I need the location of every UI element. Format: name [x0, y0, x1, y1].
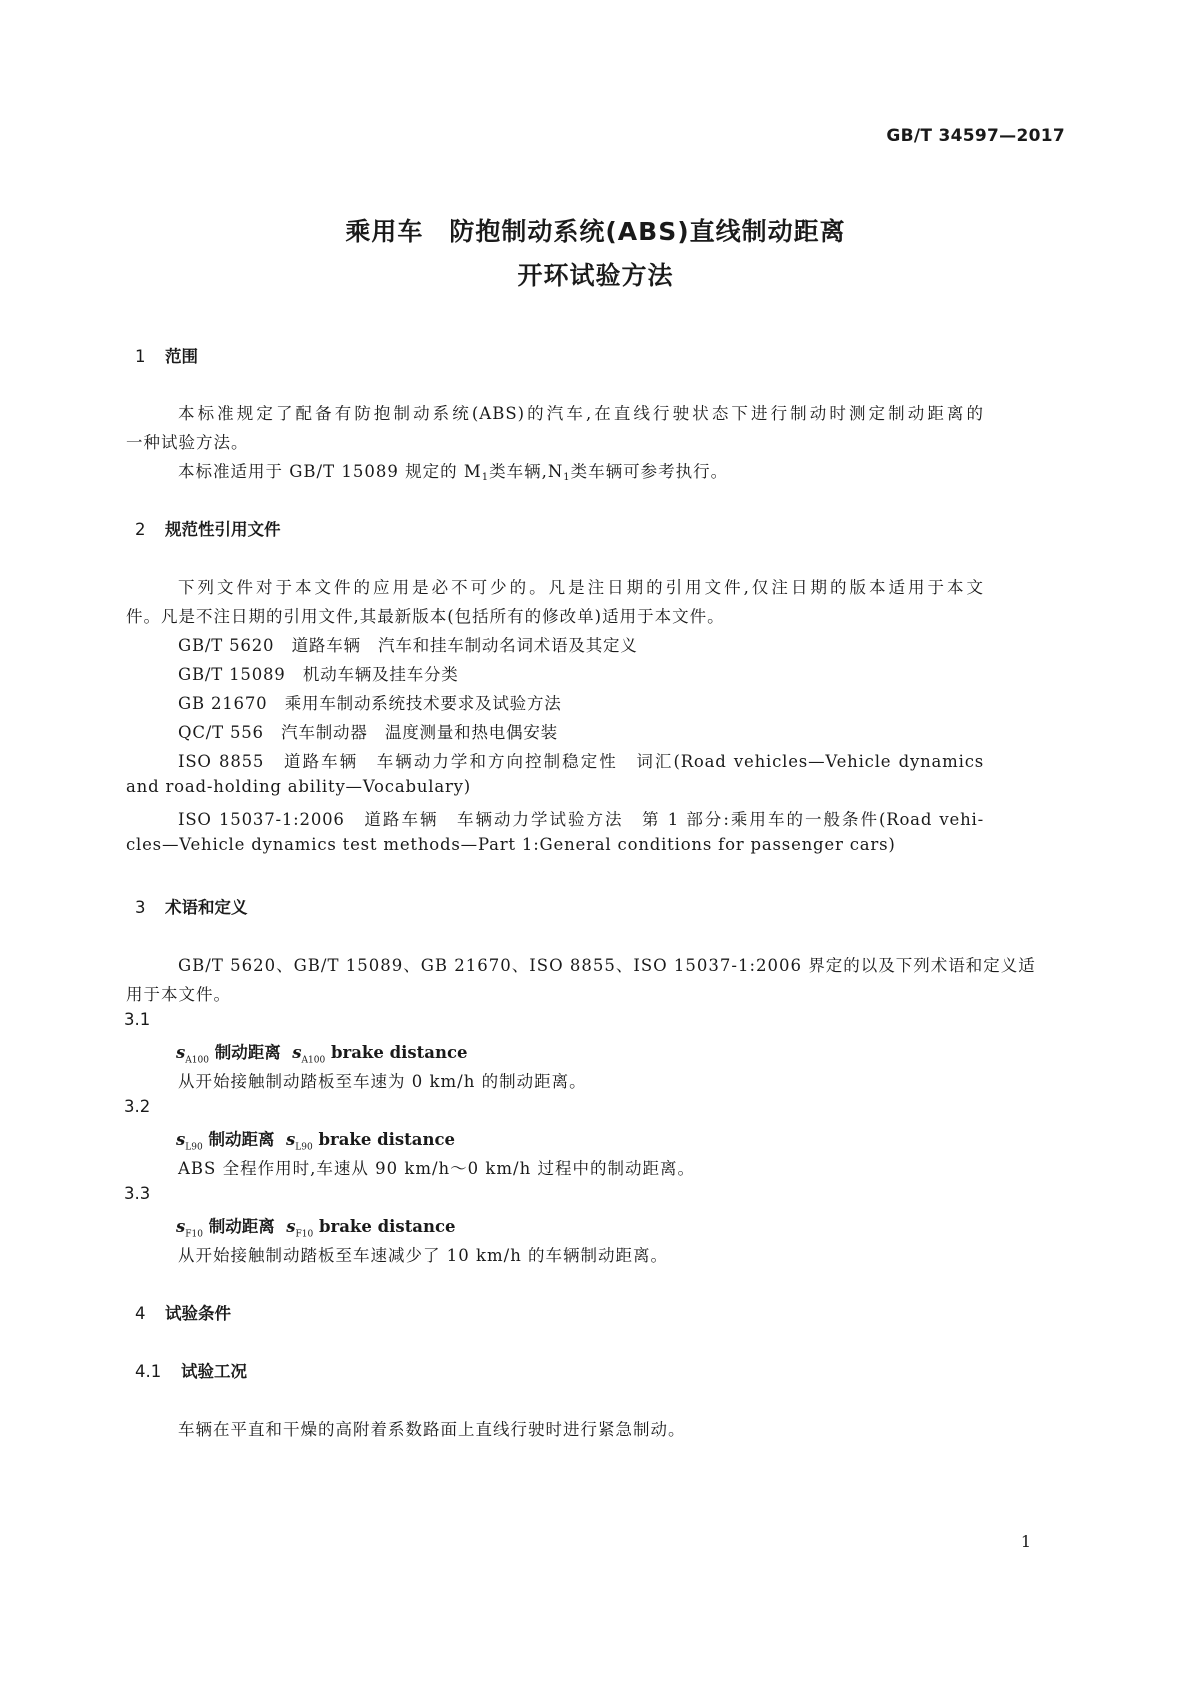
s1-para-2-a: 本标准适用于 GB/T 15089 规定的 M — [178, 462, 482, 481]
term-cn: 制动距离 — [214, 1043, 281, 1062]
term-symbol: s — [176, 1043, 186, 1062]
s1-para-1-line-2: 一种试验方法。 — [126, 433, 249, 452]
section-number: 4 — [135, 1304, 146, 1323]
term-symbol: s — [286, 1217, 296, 1236]
term-subscript: F10 — [185, 1229, 203, 1240]
ref-iso-8855-line-1 — [178, 748, 984, 772]
subsection-number: 4.1 — [135, 1362, 162, 1381]
term-3-1-title — [176, 1039, 468, 1065]
subsection-title: 试验工况 — [181, 1362, 247, 1381]
term-symbol: s — [176, 1130, 186, 1149]
term-3-3-definition: 从开始接触制动踏板至车速减少了 10 km/h 的车辆制动距离。 — [178, 1246, 669, 1265]
ref-qct-556: QC/T 556 汽车制动器 温度测量和热电偶安装 — [178, 723, 558, 742]
title-line-2: 开环试验方法 — [517, 261, 674, 290]
section-number: 2 — [135, 520, 146, 539]
s1-para-2-b: 类车辆,N — [489, 462, 564, 481]
term-3-2-title — [176, 1126, 455, 1152]
term-number: 3.1 — [124, 1010, 151, 1029]
s1-para-1-text: 本标准规定了配备有防抱制动系统(ABS)的汽车,在直线行驶状态下进行制动时测定制动距离的 — [178, 404, 984, 423]
standard-code: GB/T 34597—2017 — [886, 126, 1065, 146]
title-line-1: 乘用车 防抱制动系统(ABS)直线制动距离 — [345, 217, 846, 246]
ref-gbt-15089: GB/T 15089 机动车辆及挂车分类 — [178, 665, 459, 684]
s1-subscript-2: 1 — [563, 472, 571, 483]
s4-para-1: 车辆在平直和干燥的高附着系数路面上直线行驶时进行紧急制动。 — [178, 1420, 686, 1439]
term-number: 3.2 — [124, 1097, 151, 1116]
term-subscript: A100 — [301, 1055, 326, 1066]
term-en: brake distance — [318, 1130, 456, 1149]
term-symbol: s — [176, 1217, 186, 1236]
term-symbol: s — [285, 1130, 296, 1149]
section-4-heading — [135, 1300, 231, 1324]
s2-para-1-text: 下列文件对于本文件的应用是必不可少的。凡是注日期的引用文件,仅注日期的版本适用于本文 — [178, 578, 984, 597]
ref-iso-8855-line-2: and road-holding ability—Vocabulary) — [126, 777, 472, 796]
ref-iso-8855-text: ISO 8855 道路车辆 车辆动力学和方向控制稳定性 词汇(Road vehicles—Vehicle dynamics — [178, 752, 984, 771]
section-3-heading — [135, 894, 248, 918]
section-2-heading — [135, 516, 281, 540]
term-3-2-definition: ABS 全程作用时,车速从 90 km/h～0 km/h 过程中的制动距离。 — [178, 1159, 695, 1178]
s1-para-2-c: 类车辆可参考执行。 — [570, 462, 729, 481]
ref-iso-15037-text: ISO 15037-1:2006 道路车辆 车辆动力学试验方法 第 1 部分:乘用车的一般条件(Road vehi- — [178, 810, 984, 829]
s3-para-1-line-1 — [178, 952, 1036, 976]
s1-subscript-1: 1 — [481, 472, 490, 483]
s1-para-1-line-1 — [178, 400, 984, 424]
section-1-heading — [135, 343, 198, 367]
section-title: 范围 — [165, 347, 198, 366]
term-3-1-definition: 从开始接触制动踏板至车速为 0 km/h 的制动距离。 — [178, 1072, 587, 1091]
term-cn: 制动距离 — [208, 1217, 275, 1236]
section-number: 1 — [135, 347, 146, 366]
term-subscript: L90 — [185, 1142, 203, 1153]
s3-para-1-text: GB/T 5620、GB/T 15089、GB 21670、ISO 8855、ISO 15037-1:2006 界定的以及下列术语和定义适 — [178, 956, 1036, 975]
s2-para-1-line-1 — [178, 574, 984, 598]
term-subscript: L90 — [295, 1142, 313, 1153]
section-title: 术语和定义 — [165, 898, 248, 917]
term-subscript: A100 — [185, 1055, 209, 1066]
s3-para-1-line-2: 用于本文件。 — [126, 985, 231, 1004]
section-title: 试验条件 — [165, 1304, 231, 1323]
term-3-3-title — [176, 1213, 456, 1239]
term-cn: 制动距离 — [208, 1130, 275, 1149]
term-number: 3.3 — [124, 1184, 151, 1203]
term-subscript: F10 — [295, 1229, 314, 1240]
s2-para-1-line-2: 件。凡是不注日期的引用文件,其最新版本(包括所有的修改单)适用于本文件。 — [126, 607, 725, 626]
section-title: 规范性引用文件 — [165, 520, 281, 539]
term-en: brake distance — [330, 1043, 468, 1062]
s1-para-2 — [178, 458, 728, 483]
section-number: 3 — [135, 898, 146, 917]
ref-iso-15037-line-2: cles—Vehicle dynamics test methods—Part 1:General conditions for passenger cars) — [126, 835, 896, 854]
section-4-1-heading — [135, 1358, 247, 1382]
ref-gb-21670: GB 21670 乘用车制动系统技术要求及试验方法 — [178, 694, 562, 713]
term-symbol: s — [292, 1043, 302, 1062]
term-en: brake distance — [319, 1217, 456, 1236]
ref-gbt-5620: GB/T 5620 道路车辆 汽车和挂车制动名词术语及其定义 — [178, 636, 638, 655]
ref-iso-15037-line-1 — [178, 806, 984, 830]
page-number: 1 — [1020, 1532, 1031, 1551]
